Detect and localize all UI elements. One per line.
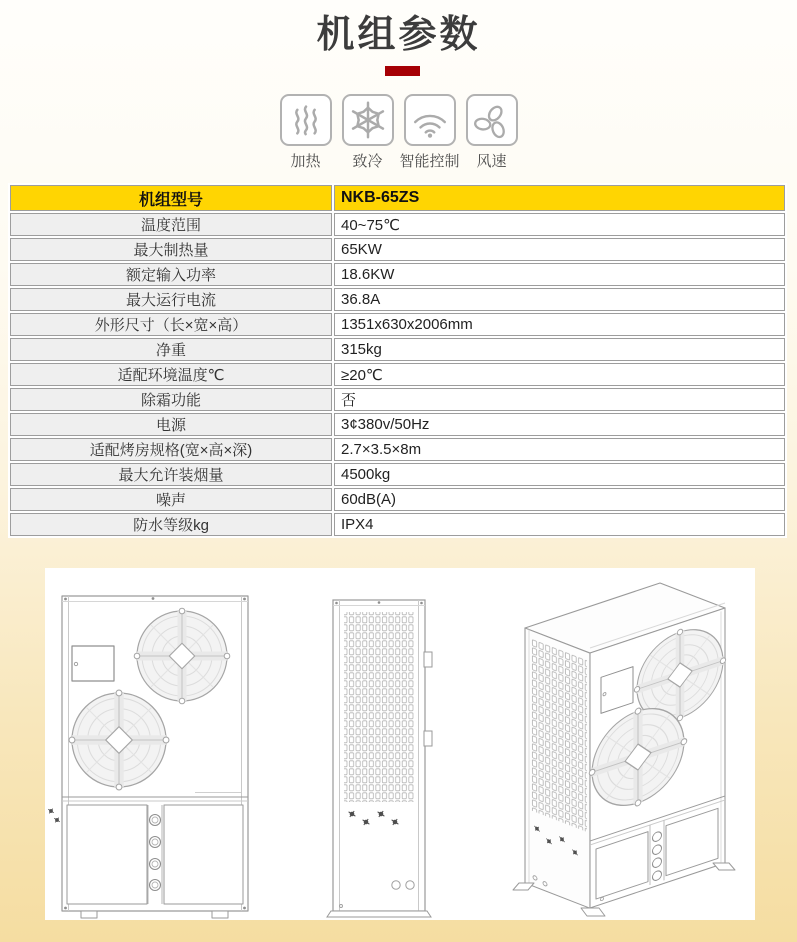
spec-value: 65KW: [334, 238, 785, 261]
feature-heating: [277, 94, 334, 171]
table-row: [10, 363, 785, 386]
spec-label: 噪声: [10, 488, 332, 511]
spec-value: 否: [334, 388, 785, 411]
table-row: [10, 488, 785, 511]
feature-label: 加热: [290, 153, 321, 170]
page-title: 机组参数: [316, 14, 481, 56]
table-row: [10, 413, 785, 436]
spec-label: 额定输入功率: [10, 263, 332, 286]
table-row: [10, 263, 785, 286]
table-row: [10, 288, 785, 311]
table-row: [10, 438, 785, 461]
table-row: [10, 213, 785, 236]
spec-value: 2.7×3.5×8m: [334, 438, 785, 461]
table-header-row: [10, 185, 785, 211]
feature-label: 智能控制: [399, 153, 460, 170]
feature-label: 致冷: [352, 153, 383, 170]
table-row: [10, 238, 785, 261]
spec-label: 外形尺寸（长×宽×高）: [10, 313, 332, 336]
isometric-view-drawing: [513, 583, 735, 916]
spec-label: 净重: [10, 338, 332, 361]
fan-icon: [466, 94, 518, 146]
title-underline-bar: [385, 66, 420, 76]
spec-value: IPX4: [334, 513, 785, 536]
spec-label: 电源: [10, 413, 332, 436]
side-view-drawing: [327, 600, 432, 917]
technical-drawings: [45, 568, 755, 920]
feature-smart-control: [401, 94, 458, 171]
feature-icons-row: [0, 94, 797, 171]
spec-value: 60dB(A): [334, 488, 785, 511]
spec-value: 36.8A: [334, 288, 785, 311]
snowflake-icon: [342, 94, 394, 146]
table-row: [10, 513, 785, 536]
spec-label: 除霜功能: [10, 388, 332, 411]
spec-header-label: 机组型号: [10, 185, 332, 211]
heat-icon: [280, 94, 332, 146]
spec-label: 防水等级kg: [10, 513, 332, 536]
spec-value: 3¢380v/50Hz: [334, 413, 785, 436]
table-row: [10, 463, 785, 486]
feature-label: 风速: [476, 153, 507, 170]
front-view-drawing: [48, 596, 248, 918]
table-row: [10, 313, 785, 336]
spec-label: 适配烤房规格(宽×高×深): [10, 438, 332, 461]
spec-table: [8, 183, 787, 538]
spec-label: 最大制热量: [10, 238, 332, 261]
feature-cooling: [339, 94, 396, 171]
spec-value: 1351x630x2006mm: [334, 313, 785, 336]
spec-label: 最大允许装烟量: [10, 463, 332, 486]
spec-label: 最大运行电流: [10, 288, 332, 311]
table-row: [10, 388, 785, 411]
spec-label: 适配环境温度℃: [10, 363, 332, 386]
spec-label: 温度范围: [10, 213, 332, 236]
spec-value: 40~75℃: [334, 213, 785, 236]
spec-value: 4500kg: [334, 463, 785, 486]
spec-header-value: NKB-65ZS: [334, 185, 785, 211]
spec-value: 18.6KW: [334, 263, 785, 286]
spec-value: ≥20℃: [334, 363, 785, 386]
technical-drawings-panel: [45, 568, 755, 920]
table-row: [10, 338, 785, 361]
wifi-icon: [404, 94, 456, 146]
feature-fan-speed: [463, 94, 520, 171]
spec-value: 315kg: [334, 338, 785, 361]
